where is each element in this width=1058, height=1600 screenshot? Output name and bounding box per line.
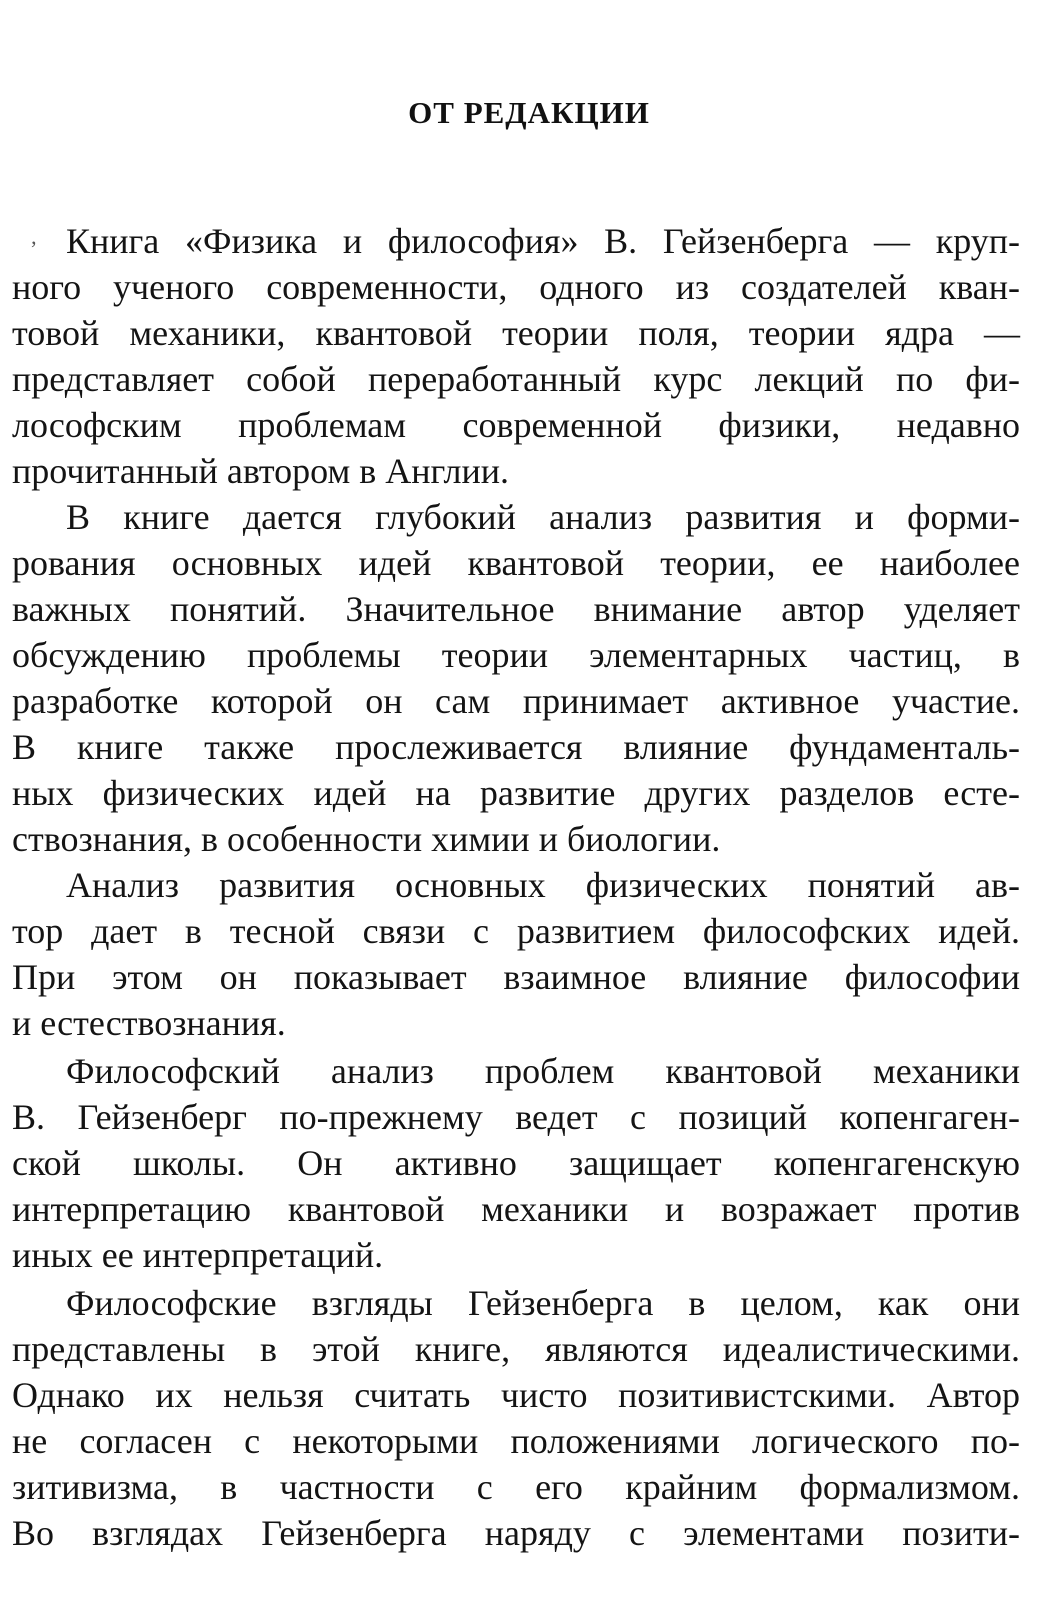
text-line: рования основных идей квантовой теории, ее наиболее bbox=[12, 543, 1020, 583]
text-line: ных физических идей на развитие других разделов есте- bbox=[12, 773, 1020, 813]
text-line: Однако их нельзя считать чисто позитивистскими. Автор bbox=[12, 1375, 1020, 1415]
text-line: В. Гейзенберг по-прежнему ведет с позиций копенгаген- bbox=[12, 1097, 1020, 1137]
text-line: Философский анализ проблем квантовой механики bbox=[66, 1051, 1020, 1091]
text-line: обсуждению проблемы теории элементарных частиц, в bbox=[12, 635, 1020, 675]
text-line: и естествознания. bbox=[12, 1003, 286, 1043]
text-line: прочитанный автором в Англии. bbox=[12, 451, 509, 491]
text-line: представляет собой переработанный курс лекций по фи- bbox=[12, 359, 1020, 399]
text-line: важных понятий. Значительное внимание автор уделяет bbox=[12, 589, 1020, 629]
text-line: лософским проблемам современной физики, недавно bbox=[12, 405, 1020, 445]
stray-mark: ‚ bbox=[30, 224, 38, 249]
text-line: иных ее интерпретаций. bbox=[12, 1235, 384, 1275]
text-line: ствознания, в особенности химии и биологии. bbox=[12, 819, 721, 859]
text-line: зитивизма, в частности с его крайним формализмом. bbox=[12, 1467, 1020, 1507]
text-line: не согласен с некоторыми положениями логического по- bbox=[12, 1421, 1020, 1461]
text-line: ного ученого современности, одного из создателей кван- bbox=[12, 267, 1020, 307]
text-line: представлены в этой книге, являются идеалистическими. bbox=[12, 1329, 1020, 1369]
text-line: товой механики, квантовой теории поля, теории ядра — bbox=[12, 313, 1020, 353]
text-line: В книге дается глубокий анализ развития и форми- bbox=[66, 497, 1020, 537]
text-line: Во взглядах Гейзенберга наряду с элементами позити- bbox=[12, 1513, 1020, 1553]
text-line: При этом он показывает взаимное влияние философии bbox=[12, 957, 1020, 997]
text-line: Философские взгляды Гейзенберга в целом, как они bbox=[66, 1283, 1020, 1323]
text-line: В книге также прослеживается влияние фундаменталь- bbox=[12, 727, 1020, 767]
text-line: разработке которой он сам принимает активное участие. bbox=[12, 681, 1020, 721]
text-line: Книга «Физика и философия» В. Гейзенберга — круп- bbox=[66, 221, 1020, 261]
text-line: ской школы. Он активно защищает копенгагенскую bbox=[12, 1143, 1020, 1183]
text-line: тор дает в тесной связи с развитием философских идей. bbox=[12, 911, 1020, 951]
page-heading: ОТ РЕДАКЦИИ bbox=[408, 95, 650, 130]
text-line: интерпретацию квантовой механики и возражает против bbox=[12, 1189, 1020, 1229]
text-line: Анализ развития основных физических понятий ав- bbox=[66, 865, 1020, 905]
